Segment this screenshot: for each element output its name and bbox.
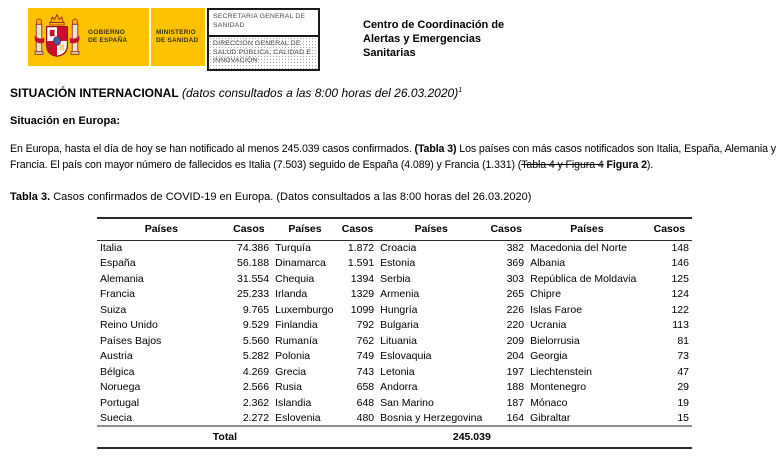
country-cell: Armenia <box>380 288 420 301</box>
country-cell: Eslovaquia <box>380 350 432 363</box>
cases-cell: 4.269 <box>242 365 270 378</box>
cases-cell: 29 <box>677 381 689 394</box>
figura2-reference: Figura 2 <box>606 158 647 171</box>
cases-cell: 5.560 <box>242 334 270 347</box>
table-header <box>97 218 692 240</box>
ccaes-title <box>363 18 504 60</box>
cases-cell: 187 <box>506 396 525 409</box>
struck-reference: Tabla 4 y Figura 4 <box>521 158 604 171</box>
cases-cell: 47 <box>677 365 689 378</box>
cases-cell: 1.872 <box>347 242 375 254</box>
paragraph-text: En Europa, hasta el día de hoy se han notificado al menos 245.039 casos confirmados. <box>10 143 415 155</box>
country-cell: Mónaco <box>530 396 568 409</box>
table-row <box>97 318 692 334</box>
cases-cell: 31.554 <box>236 272 270 285</box>
country-cell: Macedonia del Norte <box>530 242 627 254</box>
country-cell: Finlandia <box>275 319 318 332</box>
column-header: Casos <box>647 218 692 240</box>
cases-cell: 15 <box>677 411 689 424</box>
country-cell: Austria <box>100 350 133 363</box>
cases-cell: 382 <box>506 242 525 254</box>
country-cell: Francia <box>100 288 136 301</box>
cases-cell: 204 <box>506 350 525 363</box>
cases-cell: 265 <box>506 288 525 301</box>
cases-cell: 148 <box>671 242 689 254</box>
cases-cell: 658 <box>356 381 375 394</box>
table-caption-number: Tabla 3. <box>10 191 51 203</box>
table-footer <box>97 426 692 448</box>
column-header: Países <box>272 218 338 240</box>
gobierno-espana-logo <box>28 8 205 66</box>
table-row <box>97 271 692 287</box>
table-row <box>97 395 692 411</box>
cases-cell: 122 <box>671 303 689 316</box>
country-cell: Gibraltar <box>530 411 571 424</box>
cases-cell: 2.362 <box>242 396 270 409</box>
country-cell: Estonia <box>380 257 416 270</box>
ministerio-sanidad-label: MINISTERIO DE SANIDAD <box>156 29 199 44</box>
country-cell: Países Bajos <box>100 334 162 347</box>
cases-cell: 1394 <box>350 272 375 285</box>
country-cell: Polonia <box>275 350 311 363</box>
cases-cell: 226 <box>506 303 525 316</box>
country-cell: Hungría <box>380 303 418 316</box>
direccion-general-box: DIRECCIÓN GENERAL DE SALUD PÚBLICA, CALIDAD E INNOVACIÓN <box>207 35 320 71</box>
cases-cell: 164 <box>506 411 525 424</box>
cases-cell: 9.765 <box>242 303 270 316</box>
total-value: 245.039 <box>452 431 491 443</box>
country-cell: Suecia <box>100 411 133 424</box>
cases-cell: 146 <box>671 257 689 270</box>
ccaes-title-line: Centro de Coordinación de <box>363 19 505 31</box>
cases-cell: 220 <box>506 319 525 332</box>
tabla3-reference: (Tabla 3) <box>414 143 457 155</box>
cases-cell: 2.566 <box>242 381 270 394</box>
country-cell: Bielorrusia <box>530 334 580 347</box>
table-row <box>97 287 692 303</box>
ccaes-title-line: Sanitarias <box>363 47 416 59</box>
country-cell: Islas Faroe <box>530 303 583 316</box>
country-cell: Irlanda <box>275 288 308 301</box>
cases-cell: 125 <box>671 272 689 285</box>
cases-cell: 9.529 <box>242 319 270 332</box>
org-unit-boxes <box>207 8 320 71</box>
section-title-note: (datos consultados a las 8:00 horas del 26.03.2020) <box>178 86 459 100</box>
country-cell: Ucrania <box>530 319 567 332</box>
country-cell: República de Moldavia <box>530 272 637 285</box>
country-cell: Italia <box>100 242 123 254</box>
country-cell: Bélgica <box>100 365 135 378</box>
cases-cell: 19 <box>677 396 689 409</box>
table-row <box>97 364 692 380</box>
country-cell: Noruega <box>100 381 141 394</box>
column-header: Países <box>97 218 226 240</box>
country-cell: Luxemburgo <box>275 303 334 316</box>
spain-coat-of-arms-icon <box>33 11 81 63</box>
country-cell: Albania <box>530 257 566 270</box>
table-row <box>97 349 692 365</box>
subsection-title: Situación en Europa: <box>10 115 121 127</box>
cases-cell: 1099 <box>350 303 375 316</box>
table-row <box>97 256 692 272</box>
secretaria-general-box: SECRETARIA GENERAL DE SANIDAD <box>207 8 320 37</box>
table-row <box>97 333 692 349</box>
cases-cell: 73 <box>677 350 689 363</box>
paragraph-text: Los países con más casos notificados son Italia, España, Alemania y Francia. El país con mayor número de fallecidos es Italia (7.503) seguido de España (4.089) y Francia (1.331) ( <box>10 143 776 171</box>
table-body <box>97 240 692 426</box>
table-row <box>97 302 692 318</box>
cases-cell: 5.282 <box>242 350 270 363</box>
country-cell: Dinamarca <box>275 257 326 270</box>
country-cell: Serbia <box>380 272 411 285</box>
total-row <box>97 426 692 448</box>
country-cell: Islandia <box>275 396 312 409</box>
country-cell: Chipre <box>530 288 562 301</box>
country-cell: Turquía <box>275 242 311 254</box>
table-row <box>97 411 692 427</box>
cases-cell: 792 <box>356 319 375 332</box>
country-cell: San Marino <box>380 396 434 409</box>
column-header: Casos <box>338 218 377 240</box>
section-title <box>10 86 462 100</box>
table-row <box>97 240 692 256</box>
cases-cell: 1329 <box>350 288 375 301</box>
country-cell: Lituania <box>380 334 417 347</box>
cases-cell: 197 <box>506 365 525 378</box>
covid-cases-table <box>97 217 692 449</box>
table-caption-text: Casos confirmados de COVID-19 en Europa. (Datos consultados a las 8:00 horas del 26.03.2020) <box>50 191 532 203</box>
cases-cell: 743 <box>356 365 375 378</box>
cases-cell: 2.272 <box>242 411 270 424</box>
cases-cell: 480 <box>356 411 375 424</box>
cases-cell: 124 <box>671 288 689 301</box>
country-cell: Chequia <box>275 272 315 285</box>
country-cell: Bosnia y Herzegovina <box>380 411 483 424</box>
table-row <box>97 380 692 396</box>
column-header: Países <box>527 218 647 240</box>
cases-cell: 1.591 <box>347 257 375 270</box>
summary-paragraph <box>10 142 776 173</box>
country-cell: Suiza <box>100 303 127 316</box>
cases-cell: 303 <box>506 272 525 285</box>
cases-cell: 25.233 <box>236 288 270 301</box>
cases-cell: 74.386 <box>236 242 270 254</box>
country-cell: Rumanía <box>275 334 318 347</box>
country-cell: Letonia <box>380 365 415 378</box>
footnote-marker: 1 <box>458 87 463 94</box>
country-cell: Croacia <box>380 242 417 254</box>
table-header-row <box>97 218 692 240</box>
country-cell: Bulgaria <box>380 319 419 332</box>
gobierno-espana-label: GOBIERNO DE ESPAÑA <box>88 29 128 44</box>
cases-cell: 113 <box>672 319 689 332</box>
country-cell: Eslovenia <box>275 411 321 424</box>
section-title-main: SITUACIÓN INTERNACIONAL <box>10 86 179 100</box>
cases-cell: 81 <box>677 334 689 347</box>
cases-cell: 648 <box>356 396 375 409</box>
country-cell: Grecia <box>275 365 307 378</box>
column-header: Casos <box>226 218 272 240</box>
country-cell: España <box>100 257 136 270</box>
country-cell: Reino Unido <box>100 319 158 332</box>
total-label: Total <box>212 431 238 443</box>
cases-cell: 762 <box>356 334 375 347</box>
table-caption <box>10 191 531 203</box>
column-header: Casos <box>485 218 527 240</box>
cases-cell: 188 <box>506 381 525 394</box>
ccaes-title-line: Alertas y Emergencias <box>363 33 482 45</box>
cases-cell: 56.188 <box>236 257 270 270</box>
logo-divider <box>149 8 151 66</box>
column-header: Países <box>377 218 485 240</box>
country-cell: Georgia <box>530 350 568 363</box>
country-cell: Alemania <box>100 272 144 285</box>
country-cell: Liechtenstein <box>530 365 592 378</box>
cases-cell: 749 <box>356 350 375 363</box>
paragraph-text: ). <box>646 158 654 171</box>
country-cell: Andorra <box>380 381 418 394</box>
country-cell: Portugal <box>100 396 140 409</box>
cases-cell: 369 <box>506 257 525 270</box>
country-cell: Montenegro <box>530 381 587 394</box>
cases-cell: 209 <box>506 334 525 347</box>
country-cell: Rusia <box>275 381 302 394</box>
